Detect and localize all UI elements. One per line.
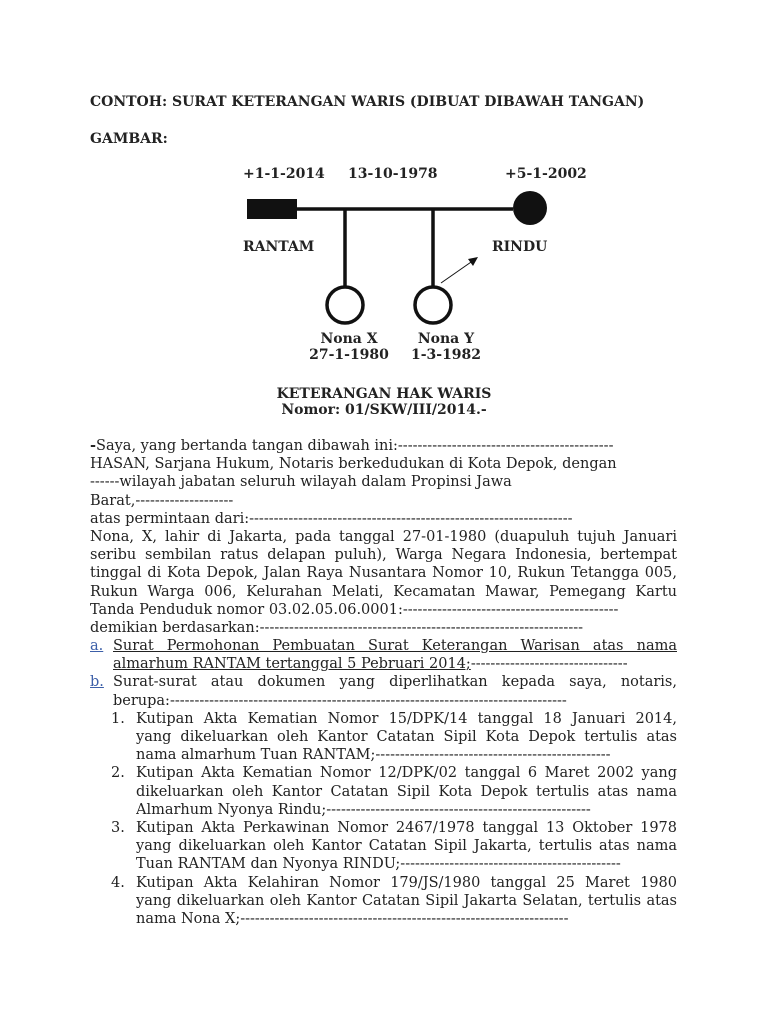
list-item-line: dikeluarkan oleh Kantor Catatan Sipil Kota Depok tertulis atas nama	[136, 783, 677, 800]
child-2-symbol	[415, 287, 451, 323]
name-rantam: RANTAM	[243, 239, 315, 255]
list-item-line: Tuan RANTAM dan Nyonya RINDU;---------------------------------------------	[136, 856, 621, 873]
arrow-head	[468, 257, 478, 266]
date-rindu: +5-1-2002	[505, 166, 587, 182]
p3-line4: Rukun Warga 006, Kelurahan Melati, Kecamatan Mawar, Pemegang Kartu	[90, 583, 677, 600]
p3-line5: Tanda Penduduk nomor 03.02.05.06.0001:--------------------------------------------	[90, 601, 619, 618]
list-mark-a: a.	[90, 638, 104, 655]
date-marriage: 13-10-1978	[348, 166, 438, 182]
p3-line1: Nona, X, lahir di Jakarta, pada tanggal 27-01-1980 (duapuluh tujuh Januari	[90, 528, 677, 545]
child-1-date: 27-1-1980	[309, 347, 389, 363]
p1-line2: HASAN, Sarjana Hukum, Notaris berkedudukan di Kota Depok, dengan	[90, 456, 617, 473]
doc-title	[277, 386, 492, 418]
list-number: 2.	[111, 765, 125, 782]
child-1-name: Nona X	[320, 331, 378, 347]
list-item-line: yang dikeluarkan oleh Kantor Catatan Sipil Kota Depok tertulis atas	[136, 729, 677, 745]
doc-title-line1: KETERANGAN HAK WARIS	[276, 386, 492, 402]
item-b-line1: Surat-surat atau dokumen yang diperlihatkan kepada saya, notaris,	[113, 674, 677, 691]
name-rindu: RINDU	[492, 239, 548, 255]
document-heading: CONTOH: SURAT KETERANGAN WARIS (DIBUAT DIBAWAH TANGAN)	[90, 94, 645, 110]
gambar-label: GAMBAR:	[90, 131, 168, 147]
date-rantam: +1-1-2014	[243, 166, 325, 182]
child-1-label	[309, 331, 389, 363]
item-a-line1: Surat Permohonan Pembuatan Surat Keterangan Warisan atas nama	[113, 638, 677, 655]
list-item-line: Kutipan Akta Kematian Nomor 15/DPK/14 tanggal 18 Januari 2014,	[136, 710, 677, 727]
child-2-label	[411, 331, 481, 363]
p1-line1: -Saya, yang bertanda tangan dibawah ini:--------------------------------------------	[90, 437, 614, 454]
list-item-line: Kutipan Akta Kematian Nomor 12/DPK/02 tanggal 6 Maret 2002 yang	[136, 765, 677, 782]
p3-line3: tinggal di Kota Depok, Jalan Raya Nusantara Nomor 10, Rukun Tetangga 005,	[90, 565, 677, 582]
list-number: 3.	[111, 819, 125, 836]
child-2-date: 1-3-1982	[410, 347, 482, 363]
list-item-line: Kutipan Akta Kelahiran Nomor 179/JS/1980 tanggal 25 Maret 1980	[136, 874, 677, 891]
item-a-line2: almarhum RANTAM tertanggal 5 Pebruari 2014;--------------------------------	[113, 656, 628, 673]
list-item-b	[90, 673, 677, 709]
list-item	[90, 819, 677, 874]
p2-line1: atas permintaan dari:------------------------------------------------------------------	[90, 510, 573, 527]
doc-title-number: Nomor: 01/SKW/III/2014.-	[281, 402, 487, 418]
child-2-name: Nona Y	[417, 331, 475, 347]
male-deceased-symbol	[247, 199, 297, 219]
list-item-line: yang dikeluarkan oleh Kantor Catatan Sipil Jakarta, tertulis atas nama	[136, 838, 677, 855]
list-number: 4.	[111, 874, 125, 891]
list-item-line: nama almarhum Tuan RANTAM;------------------------------------------------	[136, 747, 611, 764]
list-mark-b: b.	[90, 674, 104, 691]
list-item-line: Almarhum Nyonya Rindu;------------------------------------------------------	[136, 801, 591, 818]
item-b-line2: berupa:---------------------------------------------------------------------------------	[113, 692, 567, 709]
p4-line1: demikian berdasarkan:------------------------------------------------------------------	[90, 619, 584, 636]
list-item-line: yang dikeluarkan oleh Kantor Catatan Sipil Jakarta Selatan, tertulis atas	[136, 892, 677, 909]
child-1-symbol	[327, 287, 363, 323]
p3-line2: seribu sembilan ratus delapan puluh), Warga Negara Indonesia, bertempat	[90, 547, 677, 564]
female-deceased-symbol	[513, 191, 547, 225]
list-item	[90, 710, 677, 765]
list-item-line: nama Nona X;-------------------------------------------------------------------	[136, 910, 569, 927]
list-item-a	[90, 637, 677, 673]
list-item	[90, 764, 677, 819]
arrow-line	[441, 260, 474, 283]
list-item-line: Kutipan Akta Perkawinan Nomor 2467/1978 tanggal 13 Oktober 1978	[136, 819, 677, 836]
document-body	[90, 437, 677, 928]
list-item	[90, 874, 677, 929]
list-number: 1.	[111, 710, 125, 727]
p1-line3: ------wilayah jabatan seluruh wilayah dalam Propinsi Jawa	[90, 474, 512, 491]
p1-line4: Barat,--------------------	[90, 492, 234, 509]
